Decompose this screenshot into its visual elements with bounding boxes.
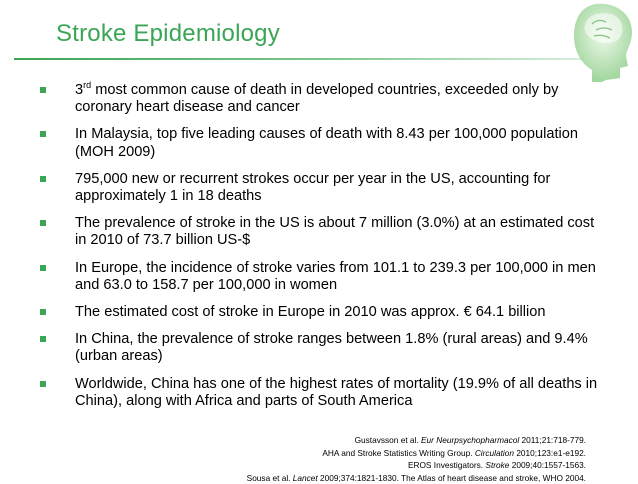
reference-line: Gustavsson et al. Eur Neurpsychopharmacol 2011;21:718-779. xyxy=(116,434,586,447)
bullet-marker-icon xyxy=(40,87,46,93)
list-item: Worldwide, China has one of the highest rates of mortality (19.9% of all deaths in China), along with Africa and parts of South America xyxy=(40,376,600,410)
bullet-marker-icon xyxy=(40,131,46,137)
reference-line: Sousa et al. Lancet 2009;374:1821-1830. The Atlas of heart disease and stroke, WHO 2004. xyxy=(116,472,586,484)
bullet-marker-icon xyxy=(40,176,46,182)
bullet-marker-icon xyxy=(40,220,46,226)
list-item: In China, the prevalence of stroke ranges between 1.8% (rural areas) and 9.4% (urban areas) xyxy=(40,331,600,365)
slide-title: Stroke Epidemiology xyxy=(56,20,280,48)
head-with-brain-icon xyxy=(566,0,638,82)
references xyxy=(116,434,586,484)
bullet-list xyxy=(40,82,600,420)
list-item: The estimated cost of stroke in Europe in 2010 was approx. € 64.1 billion xyxy=(40,304,600,321)
bullet-marker-icon xyxy=(40,309,46,315)
list-item: In Europe, the incidence of stroke varies from 101.1 to 239.3 per 100,000 in men and 63.0 to 158.7 per 100,000 in women xyxy=(40,260,600,294)
list-item: 795,000 new or recurrent strokes occur per year in the US, accounting for approximately 1 in 18 deaths xyxy=(40,171,600,205)
bullet-marker-icon xyxy=(40,381,46,387)
reference-line: AHA and Stroke Statistics Writing Group. Circulation 2010;123:e1-e192. xyxy=(116,447,586,460)
bullet-marker-icon xyxy=(40,265,46,271)
bullet-marker-icon xyxy=(40,336,46,342)
reference-line: EROS Investigators. Stroke 2009;40:1557-1563. xyxy=(116,459,586,472)
title-divider xyxy=(14,58,584,60)
list-item: 3rd most common cause of death in developed countries, exceeded only by coronary heart disease and cancer xyxy=(40,82,600,116)
list-item: In Malaysia, top five leading causes of death with 8.43 per 100,000 population (MOH 2009) xyxy=(40,126,600,160)
list-item: The prevalence of stroke in the US is about 7 million (3.0%) at an estimated cost in 2010 of 73.7 billion US-$ xyxy=(40,215,600,249)
